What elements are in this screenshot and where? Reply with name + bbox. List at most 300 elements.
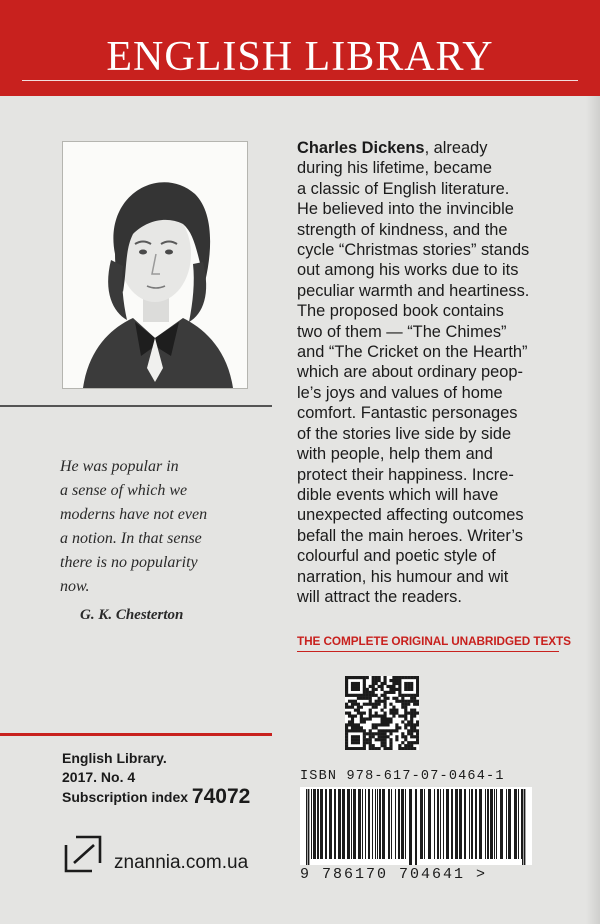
qr-module [372, 676, 375, 679]
quote-line: a sense of which we [60, 482, 188, 499]
qr-module [372, 732, 375, 735]
qr-module [407, 720, 410, 723]
qr-module [354, 735, 357, 738]
qr-module [404, 747, 407, 750]
qr-module [366, 717, 369, 720]
qr-module [404, 723, 407, 726]
qr-module [354, 709, 357, 712]
publisher-logo-icon [62, 833, 104, 875]
qr-module [389, 747, 392, 750]
qr-module [381, 709, 384, 712]
qr-module [395, 676, 398, 679]
qr-module [363, 697, 366, 700]
qr-module [357, 741, 360, 744]
qr-module [369, 709, 372, 712]
barcode-bar [451, 789, 453, 859]
qr-module [357, 703, 360, 706]
qr-module [404, 709, 407, 712]
qr-module [378, 729, 381, 732]
qr-module [386, 747, 389, 750]
qr-module [348, 714, 351, 717]
qr-module [407, 700, 410, 703]
barcode-bar [446, 789, 449, 859]
description-line: which are about ordinary peop- [297, 363, 523, 382]
qr-module [401, 694, 404, 697]
barcode-bar [514, 789, 517, 859]
barcode-bar [415, 789, 417, 865]
qr-module [404, 726, 407, 729]
qr-module [360, 729, 363, 732]
qr-module [383, 679, 386, 682]
qr-module [363, 682, 366, 685]
qr-module [360, 712, 363, 715]
qr-module [366, 697, 369, 700]
qr-module [381, 717, 384, 720]
qr-module [404, 714, 407, 717]
book-description [297, 138, 573, 607]
qr-module [357, 685, 360, 688]
barcode-bar [377, 789, 378, 859]
barcode-bar [306, 789, 307, 865]
qr-module [345, 732, 348, 735]
qr-module [410, 712, 413, 715]
barcode-bar [382, 789, 385, 859]
qr-module [354, 729, 357, 732]
qr-module [363, 712, 366, 715]
barcode-bar [437, 789, 439, 859]
series-info [62, 749, 250, 807]
barcode-bar [395, 789, 396, 859]
qr-module [410, 700, 413, 703]
qr-module [351, 741, 354, 744]
qr-module [354, 723, 357, 726]
description-line: cycle “Christmas stories” stands [297, 241, 530, 260]
qr-module [369, 712, 372, 715]
qr-module [381, 685, 384, 688]
qr-module [375, 732, 378, 735]
barcode-bar [311, 789, 312, 859]
qr-module [395, 688, 398, 691]
subscription-label: Subscription index [62, 789, 189, 805]
qr-module [410, 676, 413, 679]
qr-module [354, 726, 357, 729]
qr-module [372, 703, 375, 706]
barcode-icon [300, 787, 532, 865]
barcode-bar [329, 789, 332, 859]
barcode-bar [487, 789, 489, 859]
qr-module [386, 717, 389, 720]
qr-module [398, 744, 401, 747]
description-line: The proposed book contains [297, 302, 504, 321]
quote-line: moderns have not even [60, 506, 208, 523]
qr-module [363, 688, 366, 691]
qr-module [383, 694, 386, 697]
spine-shadow [586, 96, 600, 924]
qr-module [386, 723, 389, 726]
qr-module [407, 685, 410, 688]
qr-module [369, 685, 372, 688]
qr-module [366, 741, 369, 744]
barcode-bar [440, 789, 441, 859]
qr-module [395, 738, 398, 741]
qr-module [351, 706, 354, 709]
qr-module [372, 706, 375, 709]
qr-module [372, 679, 375, 682]
qr-module [407, 723, 410, 726]
qr-module [369, 703, 372, 706]
qr-module [383, 720, 386, 723]
description-line: narration, his humour and wit [297, 567, 509, 586]
qr-module [360, 726, 363, 729]
qr-module [363, 735, 366, 738]
qr-module [351, 723, 354, 726]
qr-module [389, 679, 392, 682]
qr-module [354, 676, 357, 679]
qr-module [354, 694, 357, 697]
qr-module [369, 691, 372, 694]
description-line: with people, help them and [297, 445, 493, 464]
qr-module [404, 676, 407, 679]
qr-module [404, 685, 407, 688]
header-rule [22, 80, 578, 81]
qr-module [413, 712, 416, 715]
qr-module [357, 738, 360, 741]
qr-module [392, 688, 395, 691]
qr-module [407, 741, 410, 744]
barcode-bar [317, 789, 319, 859]
qr-module [410, 747, 413, 750]
quote-line: there is no popularity [60, 554, 198, 571]
barcode-bar [388, 789, 390, 859]
qr-module [369, 697, 372, 700]
qr-module [351, 694, 354, 697]
barcode-bar [391, 789, 392, 859]
qr-module [416, 676, 419, 679]
qr-module [392, 697, 395, 700]
qr-module [416, 703, 419, 706]
qr-module [407, 729, 410, 732]
qr-module [345, 688, 348, 691]
qr-module [395, 726, 398, 729]
description-line [297, 138, 573, 158]
qr-module [354, 703, 357, 706]
isbn-number: ISBN 978-617-07-0464-1 [300, 769, 505, 784]
qr-module [404, 688, 407, 691]
qr-module [348, 729, 351, 732]
qr-module [407, 712, 410, 715]
qr-module [351, 682, 354, 685]
series-name: English Library. [62, 750, 167, 766]
qr-module [398, 700, 401, 703]
qr-module [369, 732, 372, 735]
qr-module [413, 747, 416, 750]
qr-module [372, 685, 375, 688]
qr-module [413, 709, 416, 712]
barcode-bar [434, 789, 435, 859]
barcode-bar [490, 789, 493, 859]
description-line: befall the main heroes. Writer’s [297, 526, 523, 545]
qr-module [351, 720, 354, 723]
barcode-bar [365, 789, 366, 859]
qr-module [410, 697, 413, 700]
barcode-bar [342, 789, 345, 859]
qr-module [345, 729, 348, 732]
qr-module [383, 729, 386, 732]
qr-module [351, 676, 354, 679]
qr-module [369, 717, 372, 720]
qr-module [369, 735, 372, 738]
qr-module [372, 714, 375, 717]
description-line: le’s joys and values of home [297, 383, 503, 402]
qr-module [410, 720, 413, 723]
qr-module [357, 706, 360, 709]
qr-module [404, 735, 407, 738]
qr-module [354, 738, 357, 741]
qr-module [357, 747, 360, 750]
qr-module [366, 738, 369, 741]
qr-module [413, 726, 416, 729]
qr-module [357, 694, 360, 697]
qr-module [410, 688, 413, 691]
qr-module [363, 679, 366, 682]
qr-module [404, 700, 407, 703]
qr-module [389, 717, 392, 720]
qr-module [345, 691, 348, 694]
qr-module [410, 682, 413, 685]
qr-module [416, 682, 419, 685]
barcode-bar [459, 789, 462, 859]
description-line: two of them — “The Chimes” [297, 322, 507, 341]
qr-module [413, 697, 416, 700]
qr-module [389, 720, 392, 723]
qr-module [363, 717, 366, 720]
qr-module [345, 703, 348, 706]
qr-module [398, 676, 401, 679]
qr-module [363, 732, 366, 735]
qr-module [372, 682, 375, 685]
qr-module [381, 688, 384, 691]
qr-module [407, 694, 410, 697]
chesterton-quote [60, 455, 265, 599]
qr-module [413, 741, 416, 744]
qr-module [410, 709, 413, 712]
qr-module [383, 735, 386, 738]
qr-module [360, 694, 363, 697]
qr-module [345, 706, 348, 709]
qr-module [372, 747, 375, 750]
dickens-portrait-image [63, 142, 247, 388]
qr-module [383, 691, 386, 694]
qr-module [392, 714, 395, 717]
qr-module [375, 738, 378, 741]
author-portrait [62, 141, 248, 389]
qr-module [360, 706, 363, 709]
qr-module [357, 688, 360, 691]
qr-module [366, 703, 369, 706]
qr-module [348, 723, 351, 726]
qr-module [401, 720, 404, 723]
qr-module [363, 738, 366, 741]
qr-module [345, 712, 348, 715]
barcode-bar [351, 789, 352, 859]
qr-module [351, 700, 354, 703]
qr-module [383, 747, 386, 750]
description-line: and “The Cricket on the Hearth” [297, 343, 528, 362]
qr-module [357, 729, 360, 732]
qr-module [383, 741, 386, 744]
qr-module [410, 729, 413, 732]
qr-module [360, 717, 363, 720]
unabridged-underline [297, 651, 559, 652]
qr-module [392, 679, 395, 682]
quote-line: He was popular in [60, 458, 179, 475]
qr-module [378, 685, 381, 688]
qr-module [372, 691, 375, 694]
series-title-text: ENGLISH LIBRARY [96, 34, 503, 80]
qr-module [401, 700, 404, 703]
qr-module [381, 744, 384, 747]
qr-module [401, 741, 404, 744]
description-text: , already [424, 139, 488, 157]
qr-module [363, 691, 366, 694]
qr-module [381, 741, 384, 744]
qr-module [416, 679, 419, 682]
qr-module [398, 714, 401, 717]
qr-module [375, 712, 378, 715]
description-line: out among his works due to its [297, 261, 519, 280]
qr-module [363, 676, 366, 679]
qr-module [363, 703, 366, 706]
qr-module [386, 729, 389, 732]
qr-module [392, 712, 395, 715]
qr-module [383, 706, 386, 709]
qr-module [407, 747, 410, 750]
qr-module [363, 685, 366, 688]
qr-module [398, 682, 401, 685]
qr-module [357, 735, 360, 738]
qr-module [386, 691, 389, 694]
qr-module [369, 700, 372, 703]
barcode-bar [524, 789, 525, 865]
qr-module [357, 676, 360, 679]
barcode-bar [313, 789, 316, 859]
qr-module [392, 709, 395, 712]
qr-module [413, 703, 416, 706]
qr-module [410, 694, 413, 697]
qr-module [360, 676, 363, 679]
qr-module [375, 723, 378, 726]
qr-module [372, 735, 375, 738]
qr-module [354, 714, 357, 717]
qr-module [401, 714, 404, 717]
qr-module [389, 732, 392, 735]
quote-author: G. K. Chesterton [80, 607, 184, 623]
qr-module [395, 709, 398, 712]
barcode-bar [428, 789, 431, 859]
qr-module [378, 700, 381, 703]
barcode-bar [420, 789, 423, 859]
qr-module [375, 679, 378, 682]
qr-module [389, 703, 392, 706]
qr-module [383, 744, 386, 747]
qr-module [413, 676, 416, 679]
barcode-bar [401, 789, 404, 859]
qr-module [386, 735, 389, 738]
qr-module [351, 747, 354, 750]
left-divider-top [0, 405, 272, 407]
qr-module [378, 697, 381, 700]
qr-module [416, 685, 419, 688]
barcode-bar [424, 789, 425, 859]
qr-module [389, 729, 392, 732]
qr-module [375, 747, 378, 750]
qr-module [392, 691, 395, 694]
qr-module [366, 691, 369, 694]
qr-module [372, 694, 375, 697]
qr-module [410, 726, 413, 729]
qr-module [381, 735, 384, 738]
subscription-index: 74072 [191, 785, 251, 808]
qr-module [378, 735, 381, 738]
qr-module [389, 709, 392, 712]
qr-module [404, 738, 407, 741]
qr-module [413, 714, 416, 717]
qr-module [375, 694, 378, 697]
qr-module [375, 703, 378, 706]
qr-module [378, 732, 381, 735]
barcode-bar [358, 789, 361, 859]
qr-module [351, 729, 354, 732]
qr-module [372, 744, 375, 747]
qr-module [345, 744, 348, 747]
qr-module [395, 723, 398, 726]
header-band [0, 0, 600, 96]
qr-module [404, 706, 407, 709]
qr-module [413, 735, 416, 738]
qr-module [381, 729, 384, 732]
qr-module [366, 694, 369, 697]
qr-module [381, 714, 384, 717]
qr-module [345, 723, 348, 726]
qr-module [407, 732, 410, 735]
qr-module [381, 700, 384, 703]
qr-module [354, 747, 357, 750]
barcode-bar [409, 789, 412, 865]
barcode-bar [379, 789, 381, 859]
barcode-digits: 9 786170 704641 > [300, 866, 488, 883]
qr-module [410, 717, 413, 720]
qr-module [345, 679, 348, 682]
qr-module [401, 732, 404, 735]
qr-module [348, 700, 351, 703]
qr-module [389, 691, 392, 694]
description-line: comfort. Fantastic personages [297, 404, 518, 423]
qr-module [383, 738, 386, 741]
publisher-url: znannia.com.ua [114, 852, 249, 873]
qr-module [416, 738, 419, 741]
barcode-bar [471, 789, 473, 859]
qr-module [381, 723, 384, 726]
qr-module [360, 747, 363, 750]
qr-module [351, 717, 354, 720]
barcode-bar [405, 789, 406, 859]
qr-module [413, 700, 416, 703]
qr-module [369, 747, 372, 750]
qr-module [375, 706, 378, 709]
qr-module [395, 712, 398, 715]
quote-line: a notion. In that sense [60, 530, 202, 547]
barcode-bar [500, 789, 503, 859]
